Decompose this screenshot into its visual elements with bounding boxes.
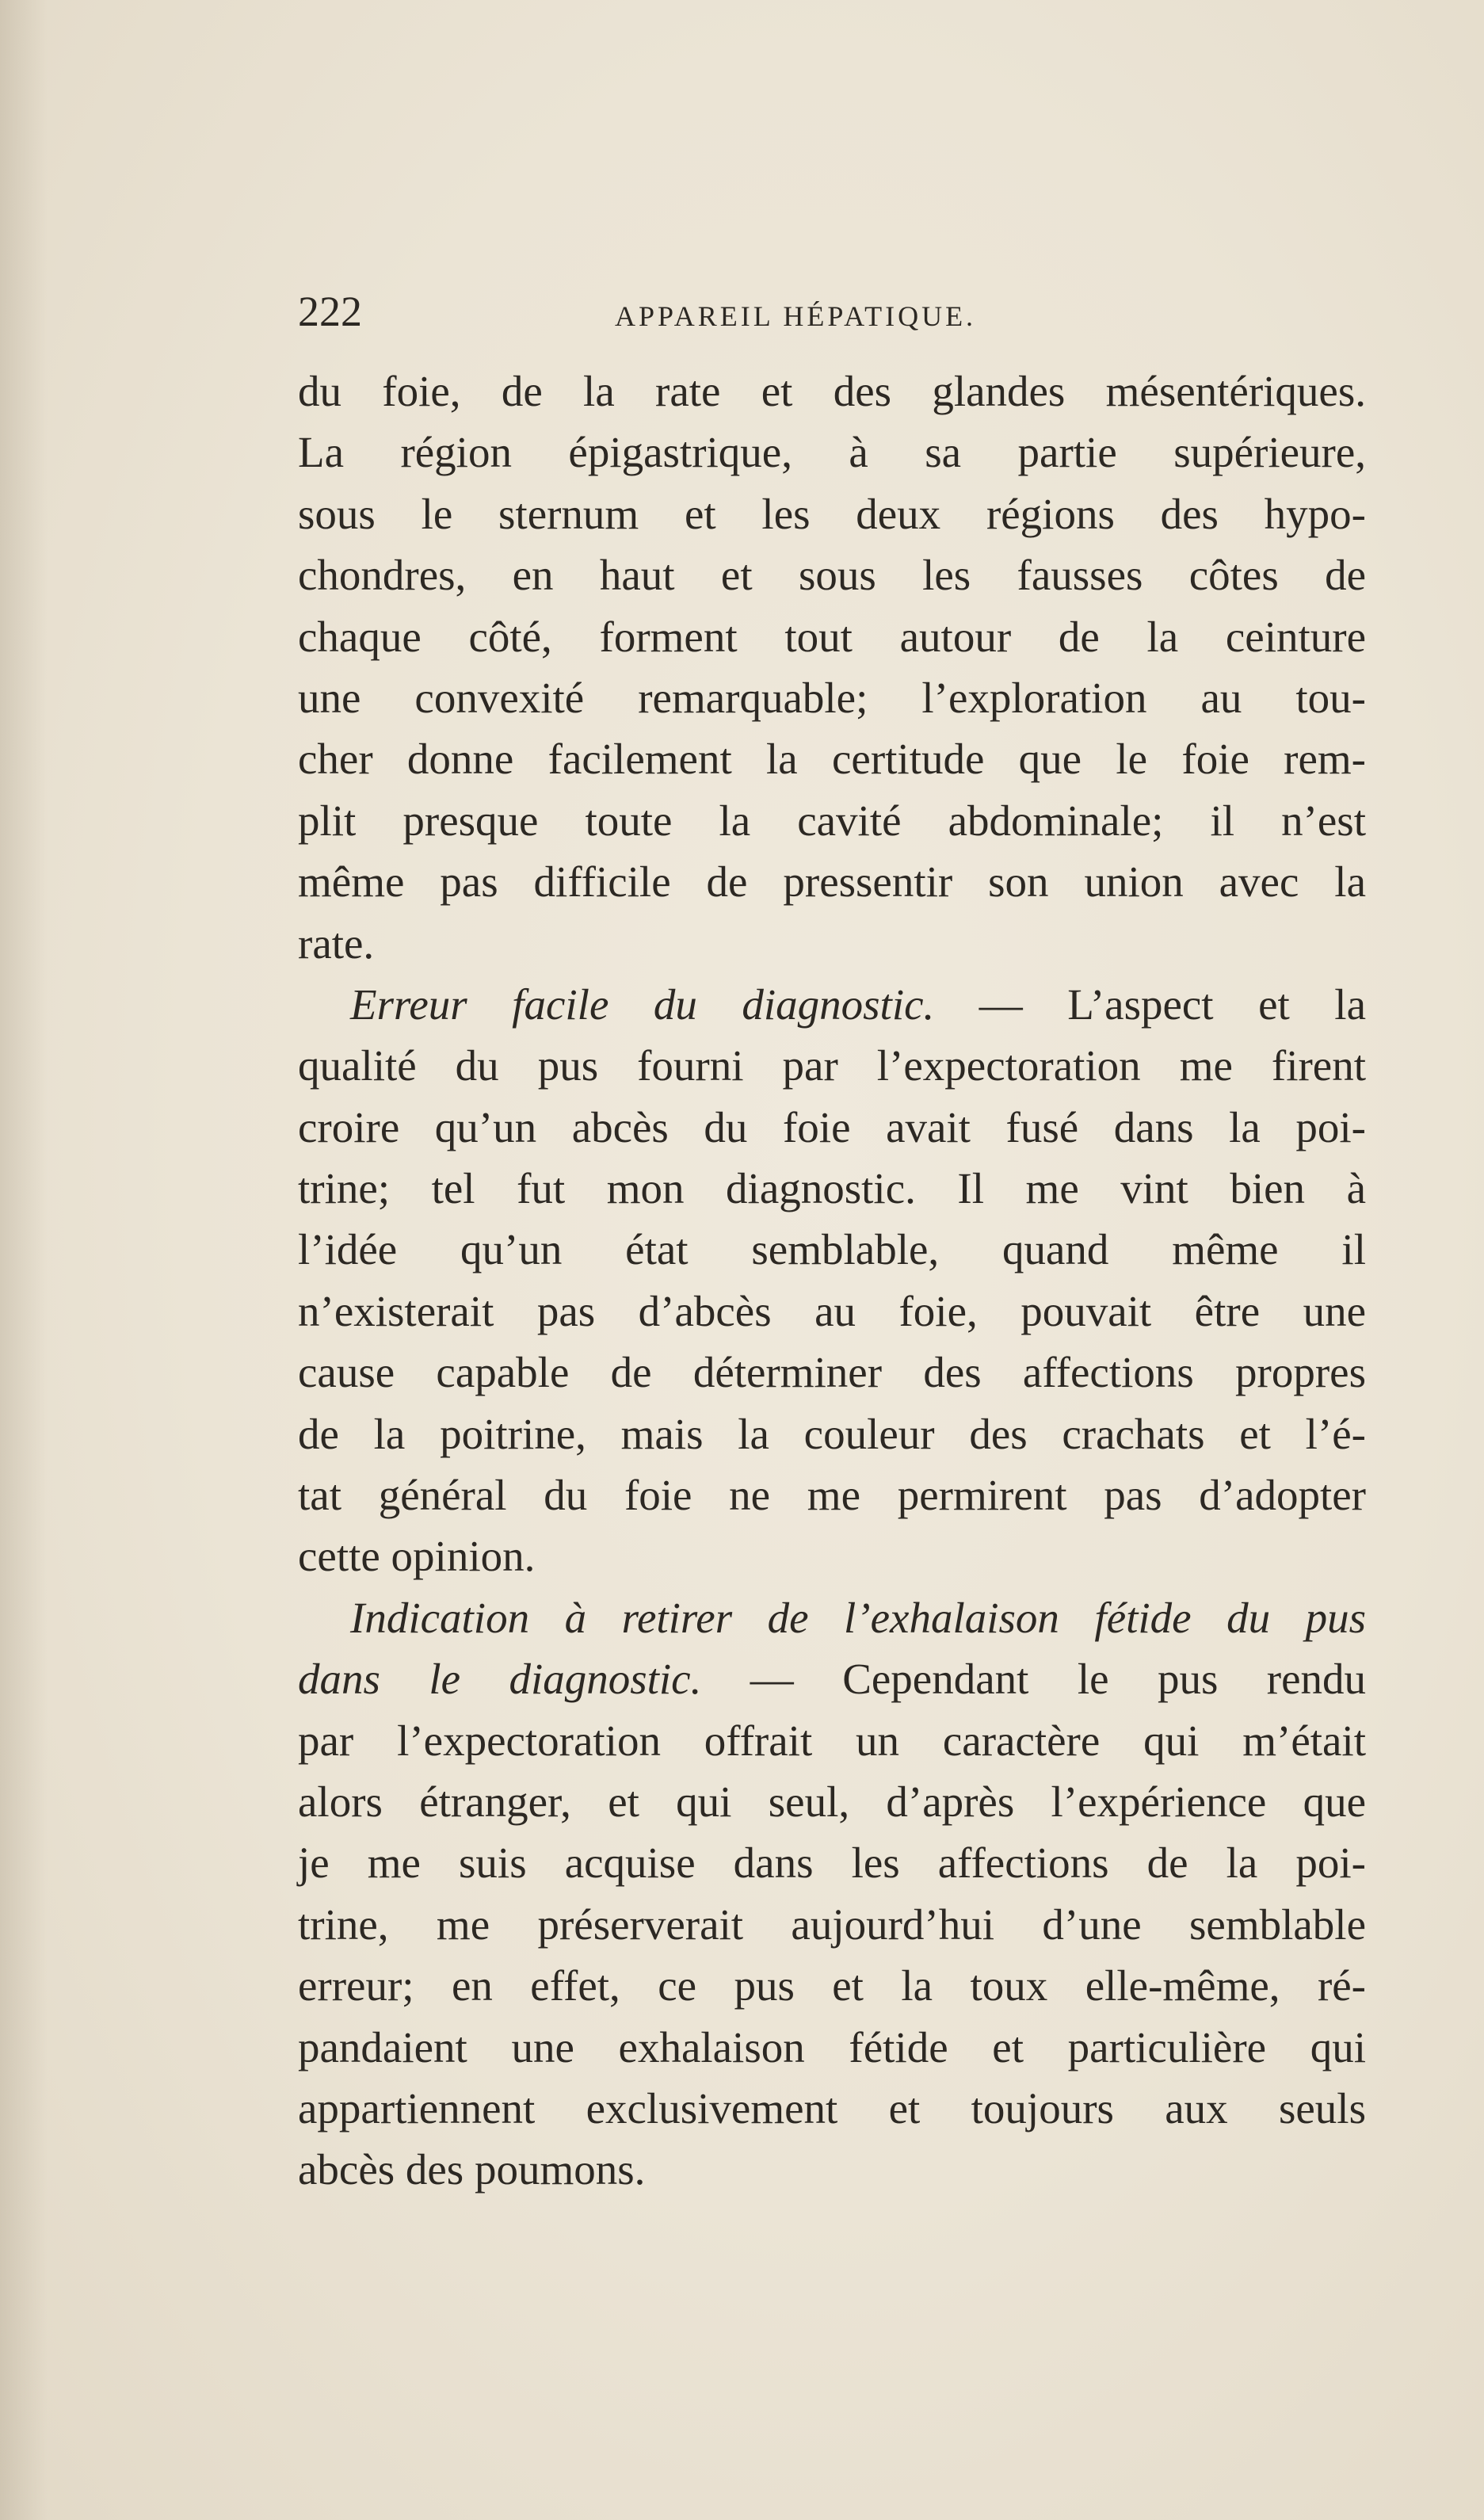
page-number: 222: [298, 288, 362, 335]
text-line: trine, me préserverait aujourd’hui d’une semblable: [298, 1900, 1366, 1949]
text-line: plit presque toute la cavité abdominale; il n’est: [298, 796, 1366, 845]
body-text: [298, 361, 1366, 2201]
paragraph-heading: Erreur facile du diagnostic.: [350, 979, 935, 1029]
text-line: une convexité remarquable; l’exploration au tou-: [298, 673, 1366, 722]
text-line: rate.: [298, 918, 375, 968]
text-line: cause capable de déterminer des affections propres: [298, 1348, 1366, 1397]
text-line: pandaient une exhalaison fétide et particulière qui: [298, 2022, 1366, 2071]
paragraph-first-line: [298, 974, 1366, 1035]
text-run: — Cependant le pus rendu: [701, 1655, 1366, 1704]
text-line: même pas difficile de pressentir son union avec la: [298, 857, 1366, 907]
page-header: [298, 284, 1366, 339]
text-line: par l’expectoration offrait un caractère qui m’était: [298, 1716, 1366, 1765]
page-spine-shadow: [0, 0, 48, 2520]
text-line: chaque côté, forment tout autour de la ceinture: [298, 612, 1366, 661]
paragraph-heading-continued: dans le diagnostic.: [298, 1655, 702, 1704]
text-line: erreur; en effet, ce pus et la toux elle-même, ré-: [298, 1961, 1366, 2010]
text-line: du foie, de la rate et des glandes mésentériques.: [298, 367, 1366, 415]
text-run: — L’aspect et la: [934, 979, 1366, 1029]
running-head: APPAREIL HÉPATIQUE.: [615, 300, 977, 332]
text-line: je me suis acquise dans les affections de la poi-: [298, 1838, 1366, 1888]
text-line: de la poitrine, mais la couleur des crachats et l’é-: [298, 1409, 1366, 1458]
text-line: cher donne facilement la certitude que le foie rem-: [298, 735, 1366, 784]
text-line: abcès des poumons.: [298, 2145, 646, 2194]
text-line: l’idée qu’un état semblable, quand même il: [298, 1225, 1366, 1274]
text-line: La région épigastrique, à sa partie supérieure,: [298, 428, 1366, 477]
text-line: n’existerait pas d’abcès au foie, pouvait être une: [298, 1286, 1366, 1335]
paragraph-second-line: [298, 1648, 1366, 1709]
text-line: trine; tel fut mon diagnostic. Il me vint bien à: [298, 1164, 1366, 1213]
text-line: cette opinion.: [298, 1532, 536, 1581]
text-line: qualité du pus fourni par l’expectoration me firent: [298, 1041, 1366, 1090]
text-line: croire qu’un abcès du foie avait fusé dans la poi-: [298, 1102, 1366, 1151]
text-line: chondres, en haut et sous les fausses côtes de: [298, 551, 1366, 600]
text-line: alors étranger, et qui seul, d’après l’expérience que: [298, 1777, 1366, 1826]
text-line: appartiennent exclusivement et toujours aux seuls: [298, 2083, 1366, 2132]
text-line: tat général du foie ne me permirent pas d’adopter: [298, 1471, 1366, 1520]
paragraph-heading: Indication à retirer de l’exhalaison fétide du pus: [350, 1593, 1366, 1642]
text-line: sous le sternum et les deux régions des hypo-: [298, 489, 1366, 538]
